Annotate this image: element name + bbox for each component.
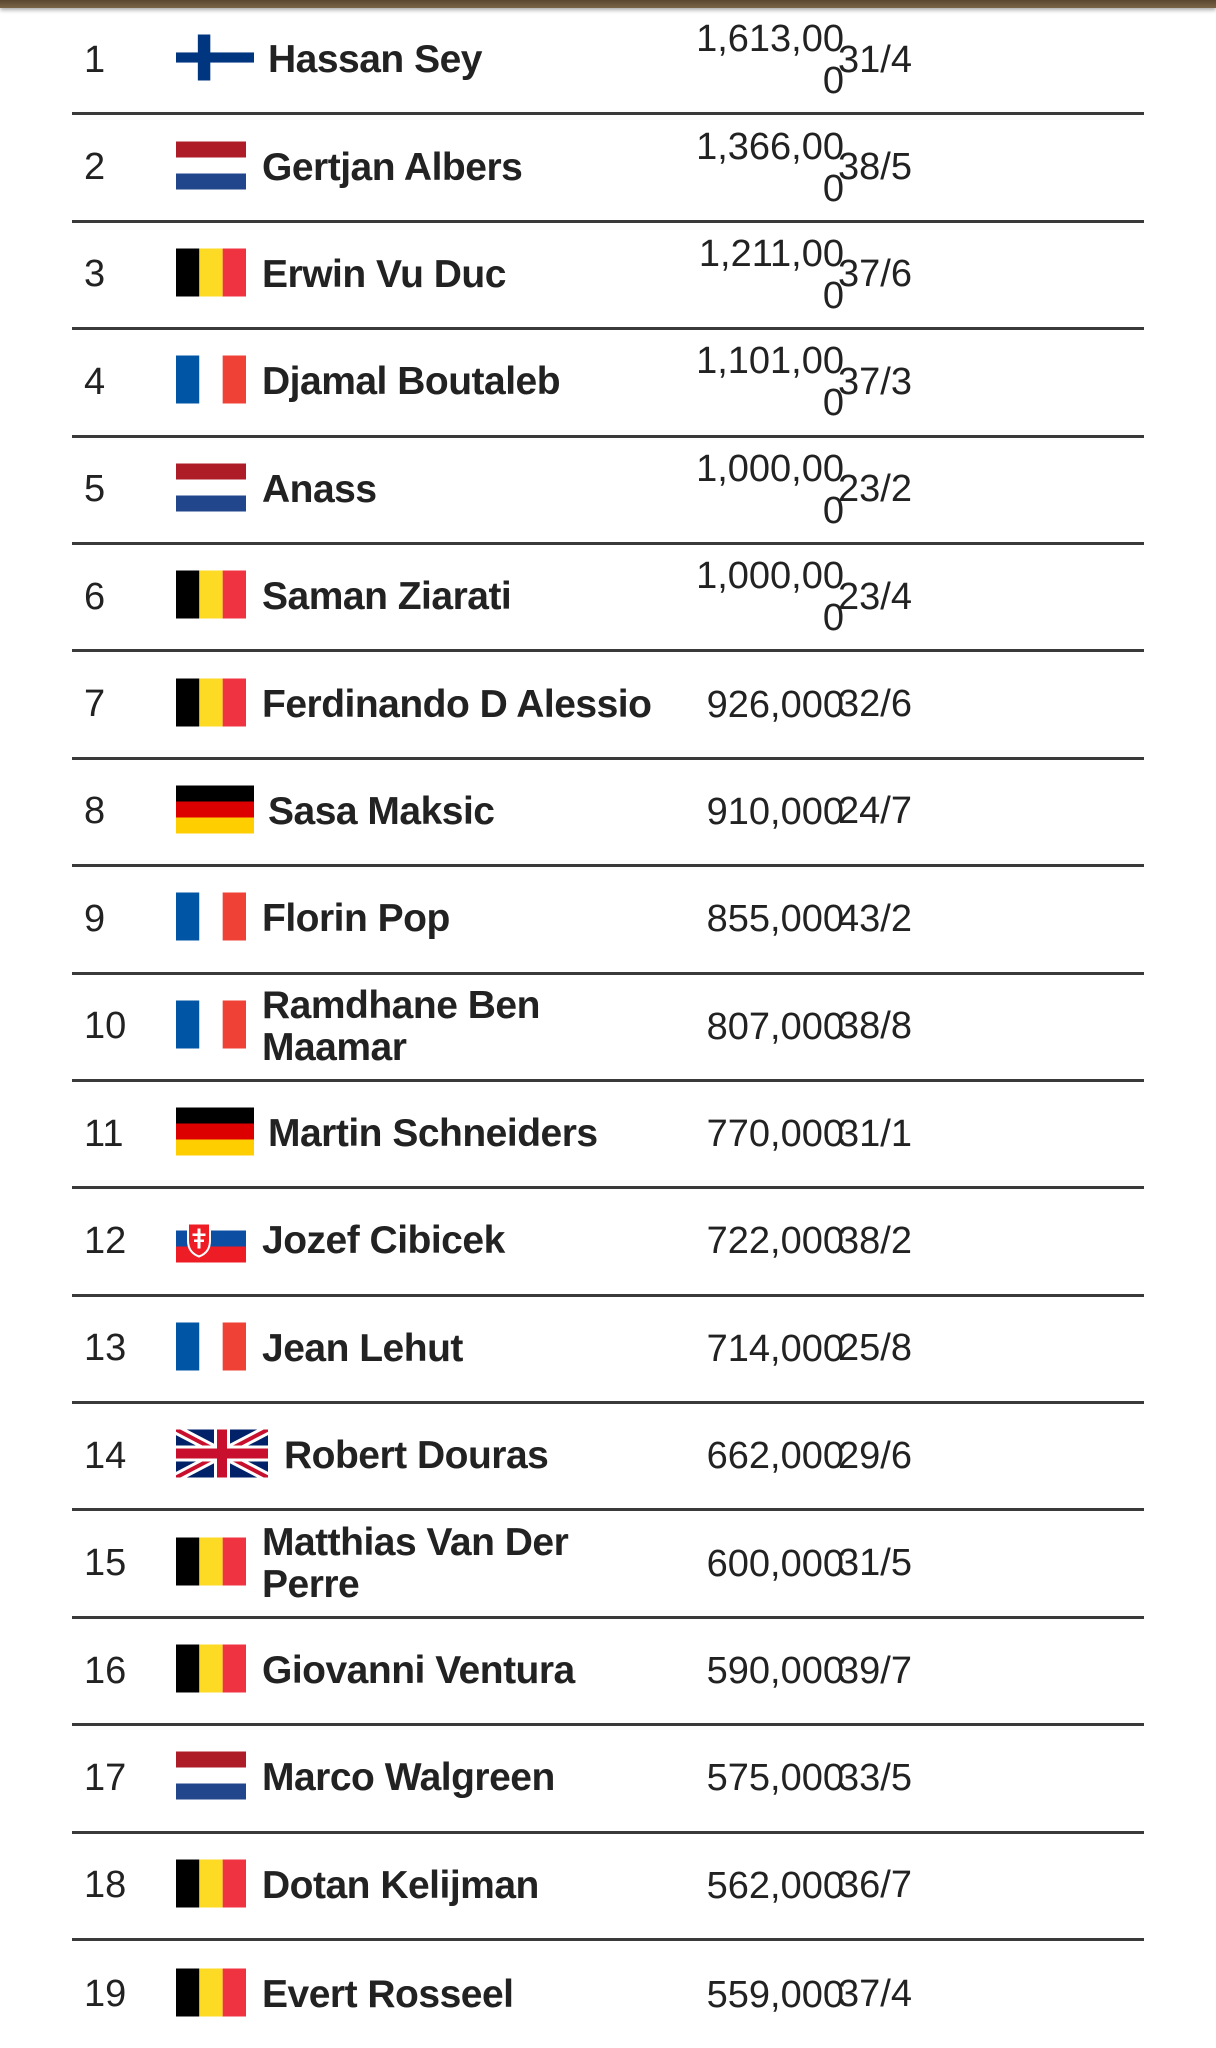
rank-number: 9 — [84, 897, 106, 940]
rank-number: 8 — [84, 790, 106, 833]
player-name[interactable]: Matthias Van Der Perre — [262, 1520, 569, 1606]
flag-fr-icon — [176, 356, 246, 409]
player-name[interactable]: Jozef Cibicek — [262, 1219, 505, 1263]
rank-number: 16 — [84, 1649, 127, 1692]
player-points-value: 910,000 — [706, 790, 844, 833]
player-points — [632, 1082, 844, 1186]
player-points — [632, 1834, 844, 1938]
rank-number: 3 — [84, 253, 106, 296]
player-points-value: 590,000 — [706, 1650, 844, 1693]
flag-sk-icon — [176, 1215, 246, 1268]
player-record: 25/8 — [838, 1327, 912, 1370]
player-points — [632, 1297, 844, 1401]
player-points — [632, 1404, 844, 1508]
player-name[interactable]: Ramdhane Ben Maamar — [262, 983, 540, 1069]
player-record: 31/5 — [838, 1542, 912, 1585]
player-points — [632, 545, 844, 649]
flag-de-icon — [176, 1108, 254, 1161]
player-points — [632, 760, 844, 864]
ranking-row[interactable] — [72, 867, 1144, 974]
player-record: 39/7 — [838, 1649, 912, 1692]
rank-number: 4 — [84, 360, 106, 403]
rank-number: 12 — [84, 1219, 127, 1262]
player-points — [632, 223, 844, 327]
player-name[interactable]: Marco Walgreen — [262, 1756, 555, 1800]
player-record: 38/2 — [838, 1219, 912, 1262]
ranking-row[interactable] — [72, 438, 1144, 545]
player-record: 31/4 — [838, 38, 912, 81]
player-name[interactable]: Saman Ziarati — [262, 575, 512, 619]
flag-be-icon — [176, 248, 246, 301]
player-record: 33/5 — [838, 1756, 912, 1799]
ranking-row[interactable] — [72, 115, 1144, 222]
player-points-value: 562,000 — [706, 1864, 844, 1907]
player-points — [632, 438, 844, 542]
ranking-row[interactable] — [72, 1511, 1144, 1618]
player-points — [632, 1189, 844, 1293]
rank-number: 6 — [84, 575, 106, 618]
flag-de-icon — [176, 785, 254, 838]
player-name[interactable]: Djamal Boutaleb — [262, 360, 561, 404]
player-name[interactable]: Evert Rosseel — [262, 1972, 514, 2016]
player-points-value: 662,000 — [706, 1435, 844, 1478]
player-name[interactable]: Jean Lehut — [262, 1326, 463, 1370]
rank-number: 17 — [84, 1756, 127, 1799]
player-points — [632, 330, 844, 434]
rank-number: 10 — [84, 1005, 127, 1048]
player-points-value: 1,000,000 — [696, 447, 844, 532]
player-record: 23/4 — [838, 575, 912, 618]
player-points — [632, 115, 844, 219]
player-points — [632, 1726, 844, 1830]
ranking-row[interactable] — [72, 223, 1144, 330]
rank-number: 7 — [84, 683, 106, 726]
flag-be-icon — [176, 571, 246, 624]
flag-fi-icon — [176, 35, 254, 86]
flag-fr-icon — [176, 893, 246, 946]
player-record: 38/5 — [838, 146, 912, 189]
flag-be-icon — [176, 1968, 246, 2021]
player-record: 31/1 — [838, 1112, 912, 1155]
player-points — [632, 1941, 844, 2048]
player-name[interactable]: Anass — [262, 467, 377, 511]
rank-number: 14 — [84, 1434, 127, 1477]
ranking-row[interactable] — [72, 545, 1144, 652]
player-name[interactable]: Erwin Vu Duc — [262, 252, 506, 296]
ranking-row[interactable] — [72, 1404, 1144, 1511]
flag-gb-icon — [176, 1430, 268, 1483]
player-points-value: 807,000 — [706, 1005, 844, 1048]
player-points-value: 600,000 — [706, 1542, 844, 1585]
ranking-row[interactable] — [72, 1082, 1144, 1189]
player-record: 43/2 — [838, 897, 912, 940]
player-name[interactable]: Florin Pop — [262, 897, 450, 941]
player-name[interactable]: Hassan Sey — [268, 38, 482, 82]
player-record: 38/8 — [838, 1005, 912, 1048]
player-record: 32/6 — [838, 683, 912, 726]
player-points — [632, 867, 844, 971]
ranking-row[interactable] — [72, 652, 1144, 759]
flag-nl-icon — [176, 463, 246, 516]
player-name[interactable]: Martin Schneiders — [268, 1112, 598, 1156]
player-points-value: 1,101,000 — [696, 340, 844, 425]
player-points-value: 714,000 — [706, 1327, 844, 1370]
player-record: 37/6 — [838, 253, 912, 296]
player-record: 23/2 — [838, 468, 912, 511]
ranking-row[interactable] — [72, 8, 1144, 115]
player-name[interactable]: Dotan Kelijman — [262, 1863, 539, 1907]
rank-number: 5 — [84, 468, 106, 511]
rank-number: 15 — [84, 1542, 127, 1585]
ranking-row[interactable] — [72, 330, 1144, 437]
player-name[interactable]: Gertjan Albers — [262, 145, 523, 189]
flag-be-icon — [176, 678, 246, 731]
player-points-value: 559,000 — [706, 1973, 844, 2016]
flag-fr-icon — [176, 1322, 246, 1375]
ranking-row[interactable] — [72, 1834, 1144, 1941]
player-points-value: 1,000,000 — [696, 555, 844, 640]
rank-number: 11 — [84, 1112, 124, 1155]
player-points-value: 1,366,000 — [696, 125, 844, 210]
player-record: 29/6 — [838, 1434, 912, 1477]
ranking-row[interactable] — [72, 1941, 1144, 2048]
rank-number: 19 — [84, 1973, 127, 2016]
player-points-value: 1,211,000 — [698, 232, 844, 317]
rank-number: 18 — [84, 1864, 127, 1907]
player-record: 24/7 — [838, 790, 912, 833]
player-record: 37/3 — [838, 360, 912, 403]
player-name[interactable]: Ferdinando D Alessio — [262, 682, 652, 726]
flag-be-icon — [176, 1537, 246, 1590]
player-points-value: 855,000 — [706, 898, 844, 941]
ranking-row[interactable] — [72, 1619, 1144, 1726]
player-points — [632, 975, 844, 1079]
ranking-row[interactable] — [72, 760, 1144, 867]
ranking-row[interactable] — [72, 1189, 1144, 1296]
player-points-value: 1,613,000 — [696, 18, 844, 103]
player-points — [632, 652, 844, 756]
flag-be-icon — [176, 1645, 246, 1698]
flag-nl-icon — [176, 141, 246, 194]
rank-number: 2 — [84, 146, 106, 189]
player-points — [632, 8, 844, 112]
player-name[interactable]: Giovanni Ventura — [262, 1649, 575, 1693]
ranking-row[interactable] — [72, 1726, 1144, 1833]
player-points — [632, 1619, 844, 1723]
ranking-row[interactable] — [72, 975, 1144, 1082]
rank-number: 13 — [84, 1327, 127, 1370]
flag-be-icon — [176, 1859, 246, 1912]
top-bar — [0, 0, 1216, 8]
rank-number: 1 — [84, 38, 106, 81]
player-points-value: 770,000 — [706, 1113, 844, 1156]
player-name[interactable]: Robert Douras — [284, 1434, 549, 1478]
player-name[interactable]: Sasa Maksic — [268, 789, 495, 833]
ranking-table — [72, 8, 1144, 2048]
player-points-value: 722,000 — [706, 1220, 844, 1263]
player-points-value: 575,000 — [706, 1757, 844, 1800]
player-points-value: 926,000 — [706, 683, 844, 726]
ranking-row[interactable] — [72, 1297, 1144, 1404]
flag-fr-icon — [176, 1000, 246, 1053]
player-record: 36/7 — [838, 1864, 912, 1907]
player-record: 37/4 — [838, 1973, 912, 2016]
flag-nl-icon — [176, 1752, 246, 1805]
player-points — [632, 1511, 844, 1615]
